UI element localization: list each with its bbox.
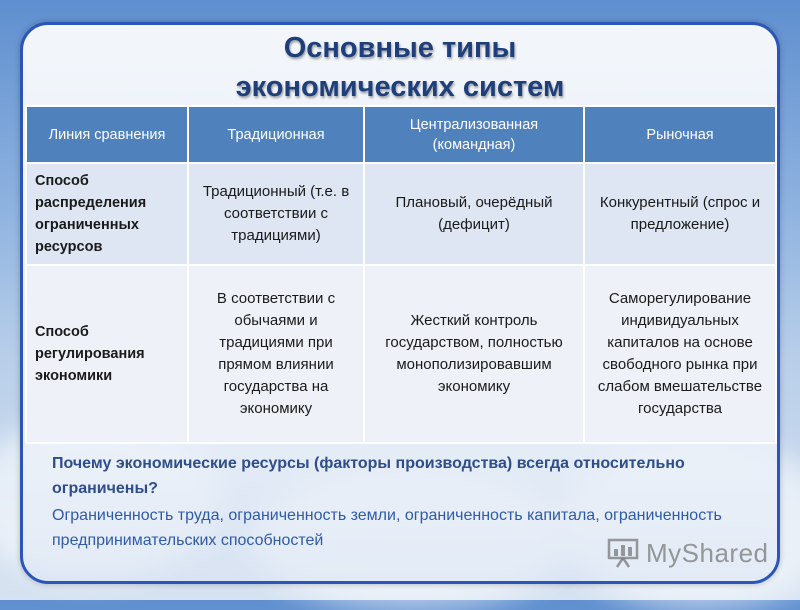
cell-centralized-distribution: Плановый, очерёдный (дефицит) (364, 163, 584, 265)
table-row (26, 163, 776, 265)
watermark (606, 533, 769, 573)
header-market: Рыночная (584, 106, 776, 163)
slide-title-line1: Основные типы (283, 32, 517, 64)
watermark-text: MyShared (646, 537, 769, 568)
cell-centralized-regulation: Жесткий контроль государством, полностью монополизировавшим экономику (364, 265, 584, 443)
header-traditional: Традиционная (188, 106, 364, 163)
question-text: Почему экономические ресурсы (факторы производства) всегда относительно ограничены? (52, 455, 685, 497)
presentation-icon (606, 537, 640, 569)
header-comparison-line: Линия сравнения (26, 106, 188, 163)
cell-market-distribution: Конкурентный (спрос и предложение) (584, 163, 776, 265)
row-label-regulation: Способ регулирования экономики (26, 265, 188, 443)
comparison-table (25, 105, 777, 444)
header-centralized: Централизованная (командная) (364, 106, 584, 163)
table-header-row (26, 106, 776, 163)
cell-traditional-regulation: В соответствии с обычаями и традициями при прямом влиянии государства на экономику (188, 265, 364, 443)
cell-market-regulation: Саморегулирование индивидуальных капиталов на основе свободного рынка при слабом вмешательстве государства (584, 265, 776, 443)
table-row (26, 265, 776, 443)
cell-traditional-distribution: Традиционный (т.е. в соответствии с традициями) (188, 163, 364, 265)
answer-text: Ограниченность труда, ограниченность земли, ограниченность капитала, ограниченность предпринимательских способностей (52, 507, 722, 549)
slide-title-line2: экономических систем (235, 71, 565, 103)
row-label-distribution: Способ распределения ограниченных ресурсов (26, 163, 188, 265)
